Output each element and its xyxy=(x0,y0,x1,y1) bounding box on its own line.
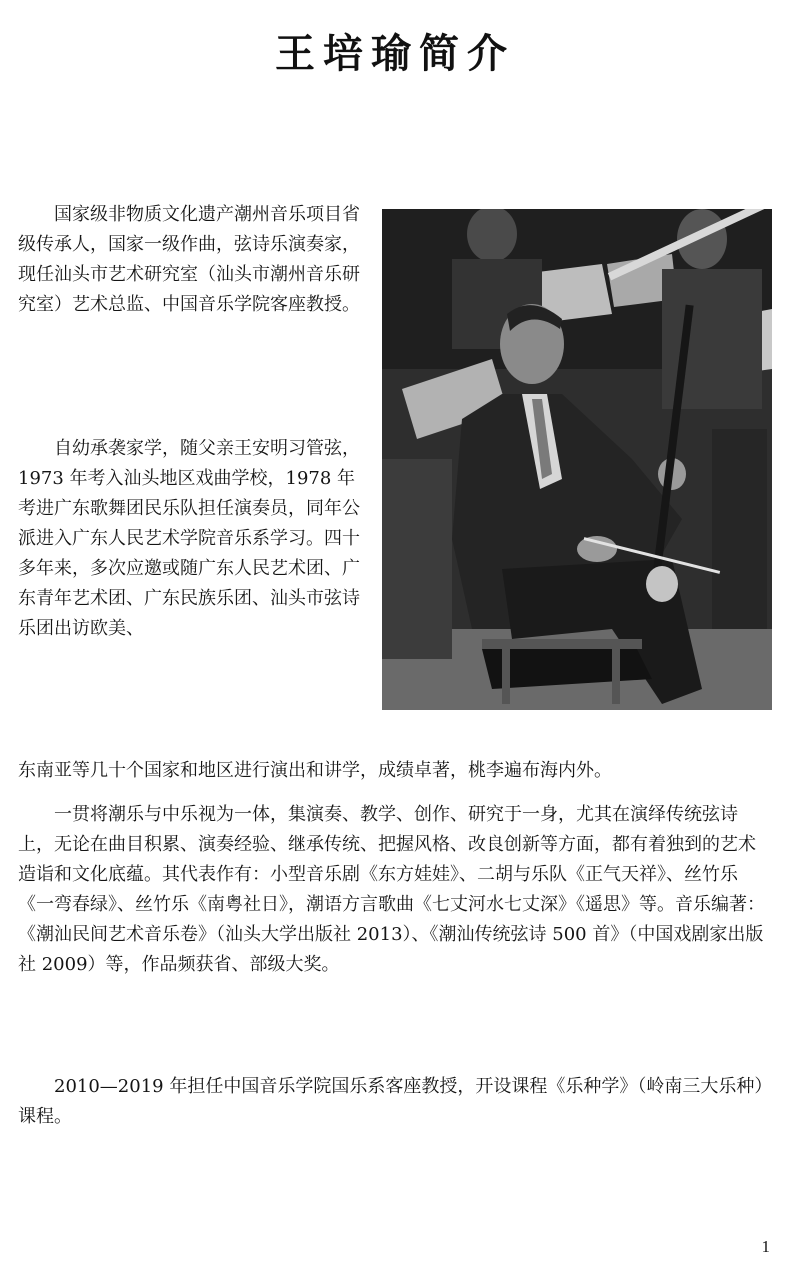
paragraph-1: 国家级非物质文化遗产潮州音乐项目省级传承人，国家一级作曲，弦诗乐演奏家，现任汕头市艺术研究室（汕头市潮州音乐研究室）艺术总监、中国音乐学院客座教授。 xyxy=(18,204,360,315)
paragraph-3: 一贯将潮乐与中乐视为一体，集演奏、教学、创作、研究于一身，尤其在演绎传统弦诗上，无论在曲目积累、演奏经验、继承传统、把握风格、改良创新等方面，都有着独到的艺术造诣和文化底蕴。其代表作有：小型音乐剧《东方娃娃》、二胡与乐队《正气天祥》、丝竹乐《一弯春绿》、丝竹乐《南粤社日》，潮语方言歌曲《七丈河水七丈深》《遥思》等。音乐编著：《潮汕民间艺术音乐卷》（汕头大学出版社 2013）、《潮汕传统弦诗 500 首》（中国戏剧家出版社 2009）等，作品频获省、部级大奖。 xyxy=(18,804,765,975)
paragraph-2-continuation: 东南亚等几十个国家和地区进行演出和讲学，成绩卓著，桃李遍布海内外。 xyxy=(18,760,612,781)
performer-with-erhu-image xyxy=(382,209,772,710)
portrait-photo xyxy=(382,209,772,710)
page-title: 王培瑜简介 xyxy=(275,31,515,77)
paragraph-4: 2010—2019 年担任中国音乐学院国乐系客座教授，开设课程《乐种学》（岭南三大乐种）课程。 xyxy=(18,1076,764,1127)
page-number: 1 xyxy=(761,1237,770,1256)
paragraph-2: 自幼承袭家学，随父亲王安明习管弦，1973 年考入汕头地区戏曲学校，1978 年考进广东歌舞团民乐队担任演奏员，同年公派进入广东人民艺术学院音乐系学习。四十多年来，多次应邀或随广东人民艺术团、广东青年艺术团、广东民族乐团、汕头市弦诗乐团出访欧美、 xyxy=(18,438,360,639)
